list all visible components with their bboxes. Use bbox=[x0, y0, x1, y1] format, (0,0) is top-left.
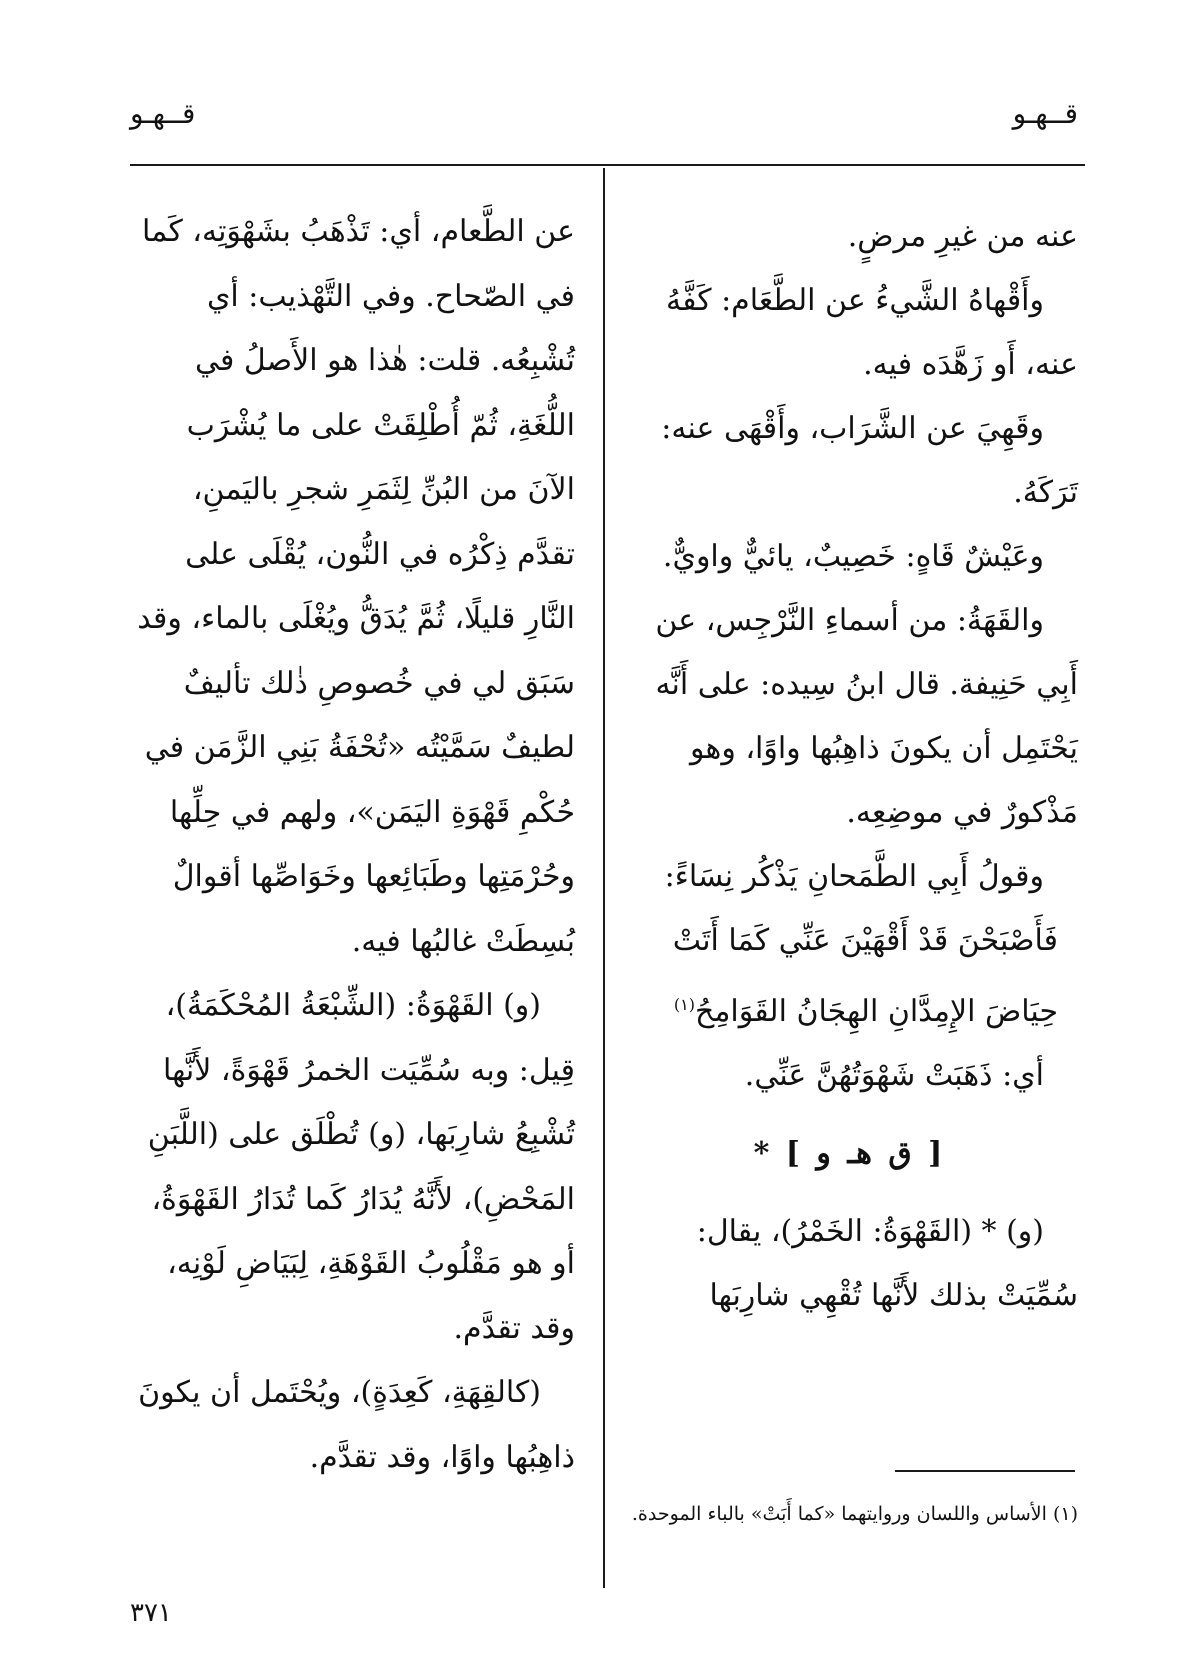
entry-start: (و) * (القَهْوَةُ: الخَمْرُ)، يقال: سُمِّيَتْ بذلك لأَنَّها تُقْهِي شارِبَها bbox=[696, 1214, 1078, 1313]
paragraph: وقَهِيَ عن الشَّرَاب، وأَقْهَى عنه: تَرَكَهُ. bbox=[661, 411, 1078, 510]
paragraph: عنه من غيرِ مرضٍ. bbox=[847, 219, 1078, 254]
running-head-left: قــهـو bbox=[130, 97, 196, 130]
verse-gloss: أي: ذَهَبَتْ شَهْوَتُهُنَّ عَنِّي. bbox=[744, 1058, 1044, 1093]
header-rule bbox=[130, 164, 1085, 166]
entry-heading: [ ق هـ و ] * bbox=[753, 1136, 943, 1171]
footnote-marker: (١) bbox=[673, 995, 695, 1014]
verse-line-2-text: حِيَاضَ الإِمِدَّانِ الهِجَانُ القَوَامِحُ bbox=[694, 994, 1058, 1029]
verse-line-2 bbox=[618, 973, 1078, 1044]
paragraph: (كالقِهَةِ، كَعِدَةٍ)، ويُحْتَمل أن يكونَ ذاهِبُها واوًا، وقد تقدَّم. bbox=[138, 1375, 575, 1475]
left-column bbox=[130, 200, 575, 1490]
paragraph: عن الطَّعام، أي: تَذْهَبُ بشَهْوَتِه، كَما في الصّحاح. وفي التَّهْذيب: أي تُشْبِعُه. قلت: هٰذا هو الأَصلُ في اللُّغَةِ، ثُمّ أُطْلِقَتْ على ما يُشْرَب الآنَ من البُنِّ لِثَمَرِ شجرِ باليَمنِ، تقدَّم ذِكْرُه في النُّون، يُقْلَى على النَّارِ قليلًا، ثُمَّ يُدَقُّ ويُغْلَى بالماء، وقد سَبَق لي في خُصوصِ ذٰلك تأليفٌ لطيفٌ سَمَّيْتُه «تُحْفَةُ بَنِي الزَّمَن في حُكْمِ قَهْوَةِ اليَمَن»، ولهم في حِلِّها وحُرْمَتِها وطَبَائِعها وخَوَاصِّها أقوالٌ بُسِطَتْ غالبُها فيه. bbox=[137, 214, 575, 959]
running-head-right: قــهـو bbox=[1012, 97, 1078, 130]
paragraph: وأَقْهاهُ الشَّيءُ عن الطَّعَام: كَفَّهُ عنه، أَو زَهَّدَه فيه. bbox=[665, 283, 1078, 382]
page-number: ٣٧١ bbox=[130, 1598, 172, 1628]
column-divider bbox=[603, 168, 605, 1588]
paragraph: والقَهَةُ: من أسماءِ النَّرْجِس، عن أَبِي حَنِيفة. قال ابنُ سِيده: على أَنَّه يَحْتَمِل أن يكونَ ذاهِبُها واوًا، وهو مَذْكورٌ في موضِعِه. bbox=[655, 603, 1078, 830]
paragraph: وعَيْشٌ قَاهٍ: خَصِيبٌ، يائيٌّ واويٌّ. bbox=[662, 539, 1044, 574]
right-column bbox=[618, 205, 1078, 1328]
paragraph: (و) القَهْوَةُ: (الشِّبْعَةُ المُحْكَمَةُ)، قِيل: وبه سُمِّيَت الخمرُ قَهْوَةً، لأَنَّها تُشْبِعُ شارِبَها، (و) تُطْلَق على (اللَّبَنِ المَحْضِ)، لأَنَّهُ يُدَارُ كَما تُدَارُ القَهْوَةُ، أو هو مَقْلُوبُ القَوْهَةِ، لِبَيَاضِ لَوْنِه، وقد تقدَّم. bbox=[147, 988, 575, 1346]
footnote-rule bbox=[895, 1470, 1075, 1472]
paragraph: وقولُ أَبِي الطَّمَحانِ يَذْكُر نِسَاءً: bbox=[664, 859, 1044, 894]
footnote: (١) الأساس واللسان وروايتهما «كما أَبَتْ» بالباء الموحدة. bbox=[631, 1503, 1078, 1525]
verse-line-1: فَأَصْبَحْنَ قَدْ أَقْهَيْنَ عَنِّي كَمَا أَتَتْ bbox=[672, 923, 1058, 958]
